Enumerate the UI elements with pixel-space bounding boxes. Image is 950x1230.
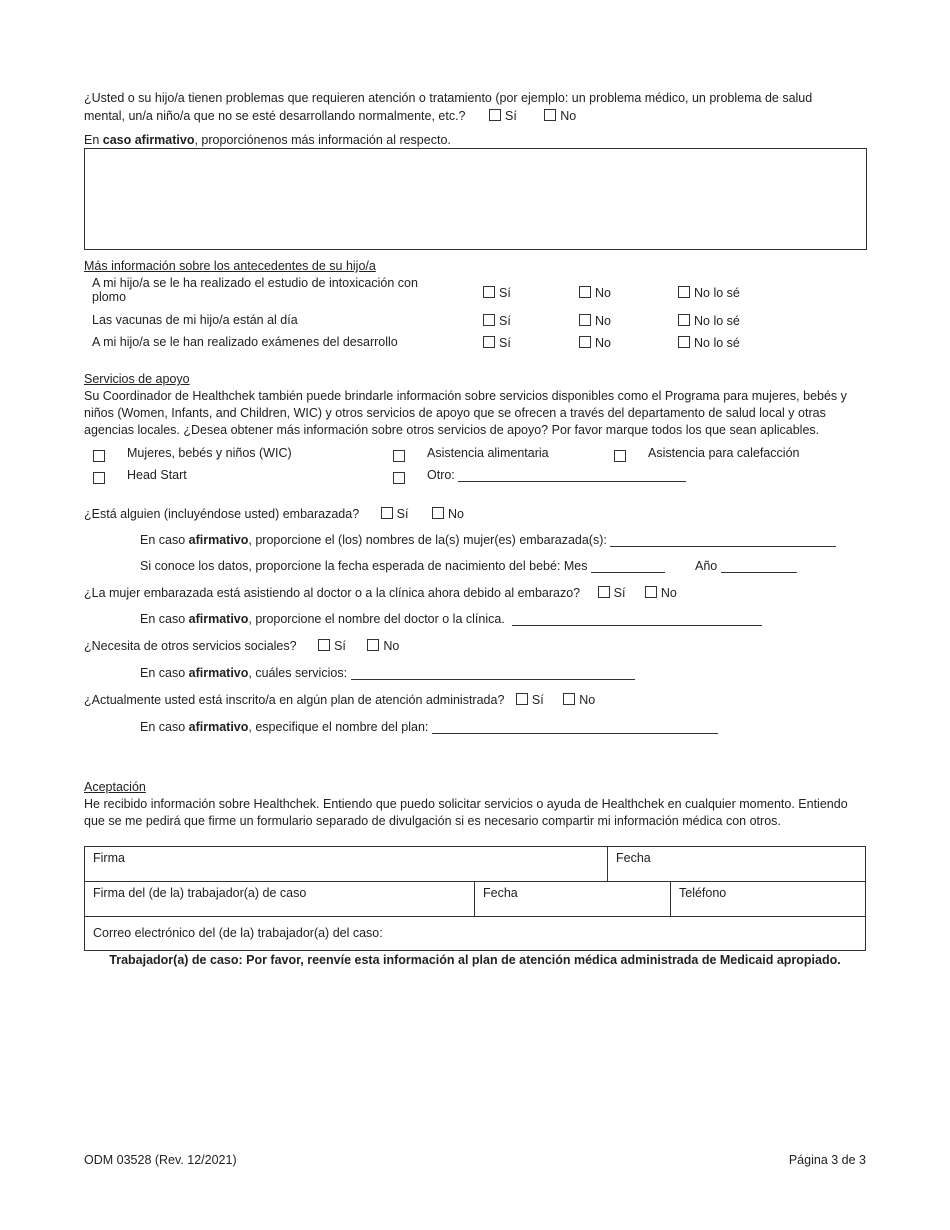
checkbox-icon[interactable] <box>516 693 528 705</box>
date1-label: Fecha <box>616 851 651 865</box>
social-services-input[interactable] <box>351 667 635 680</box>
history-row-1-unknown[interactable] <box>678 286 740 300</box>
due-year-label: Año <box>695 559 718 573</box>
phone-cell[interactable] <box>670 881 866 917</box>
email-cell[interactable] <box>84 916 866 951</box>
due-month-input[interactable] <box>591 560 665 573</box>
top-followup-prefix: En <box>84 133 103 147</box>
checkbox-icon[interactable] <box>579 336 591 348</box>
social-no[interactable] <box>367 639 399 653</box>
social-question-text: ¿Necesita de otros servicios sociales? <box>84 639 297 653</box>
history-row-1-line1: A mi hijo/a se le ha realizado el estudio de intoxicación con <box>92 276 418 290</box>
checkbox-icon[interactable] <box>318 639 330 651</box>
managed-plan <box>140 720 718 734</box>
food-label: Asistencia alimentaria <box>427 446 549 460</box>
heating-label: Asistencia para calefacción <box>648 446 800 460</box>
other-field <box>427 468 686 482</box>
top-followup-suffix: , proporciónenos más información al respecto. <box>194 133 451 147</box>
headstart-checkbox[interactable] <box>93 472 105 484</box>
due-year-input[interactable] <box>721 560 797 573</box>
checkbox-icon[interactable] <box>645 586 657 598</box>
yes-label: Sí <box>334 639 346 653</box>
support-paragraph-line3: agencias locales. ¿Desea obtener más información sobre otros servicios de apoyo? Por favor marque todos los que sean aplicables. <box>84 423 820 437</box>
support-paragraph-line2: niños (Women, Infants, and Children, WIC) y otros servicios de apoyo que se ofrecen a través del departamento de salud local y otras <box>84 406 826 420</box>
form-id: ODM 03528 (Rev. 12/2021) <box>84 1153 237 1167</box>
doctor-name <box>140 612 762 626</box>
checkbox-icon[interactable] <box>563 693 575 705</box>
top-yes-option[interactable] <box>489 109 517 123</box>
caseworker-signature-cell[interactable] <box>84 881 475 917</box>
page-number: Página 3 de 3 <box>788 1153 866 1167</box>
other-checkbox[interactable] <box>393 472 405 484</box>
managed-question <box>84 693 595 707</box>
checkbox-icon[interactable] <box>579 314 591 326</box>
caseworker-note: Trabajador(a) de caso: Por favor, reenvíe esta información al plan de atención médica administrada de Medicaid apropiado. <box>109 953 841 967</box>
top-no-option[interactable] <box>544 109 576 123</box>
signature-cell[interactable] <box>84 846 608 882</box>
heating-checkbox[interactable] <box>614 450 626 462</box>
support-paragraph-line1: Su Coordinador de Healthchek también puede brindarle información sobre servicios disponibles como el Programa para mujeres, bebés y <box>84 389 847 403</box>
due-date-text: Si conoce los datos, proporcione la fecha esperada de nacimiento del bebé: Mes <box>140 559 588 573</box>
names-prefix: En caso <box>140 533 189 547</box>
top-followup <box>84 133 451 147</box>
history-row-1-line2: plomo <box>92 290 127 304</box>
no-label: No <box>383 639 400 653</box>
managed-bold: afirmativo <box>188 720 249 734</box>
yes-label: Sí <box>531 693 544 707</box>
history-row-3-yes[interactable] <box>483 336 511 350</box>
caseworker-signature-label: Firma del (de la) trabajador(a) de caso <box>93 886 307 900</box>
names-bold: afirmativo <box>188 533 249 547</box>
checkbox-icon[interactable] <box>381 507 393 519</box>
history-row-3-label: A mi hijo/a se le han realizado exámenes del desarrollo <box>92 335 398 349</box>
top-question-line2 <box>84 109 576 123</box>
doctor-suffix: , proporcione el nombre del doctor o la clínica. <box>248 612 505 626</box>
social-prefix: En caso <box>140 666 189 680</box>
details-textbox[interactable] <box>84 148 867 250</box>
due-date <box>140 559 797 573</box>
doctor-yes[interactable] <box>598 586 626 600</box>
checkbox-icon[interactable] <box>432 507 444 519</box>
yes-label: Sí <box>499 314 511 328</box>
managed-prefix: En caso <box>140 720 189 734</box>
checkbox-icon[interactable] <box>678 286 690 298</box>
pregnancy-names-input[interactable] <box>610 534 836 547</box>
history-row-2-yes[interactable] <box>483 314 511 328</box>
food-checkbox[interactable] <box>393 450 405 462</box>
acceptance-line1: He recibido información sobre Healthchek. Entiendo que puedo solicitar servicios o ayuda de Healthchek en cualquier momento. Entiendo <box>84 797 848 811</box>
acceptance-heading: Aceptación <box>84 780 146 794</box>
unknown-label: No lo sé <box>694 336 740 350</box>
no-label: No <box>447 507 464 521</box>
top-question-line1: ¿Usted o su hijo/a tienen problemas que requieren atención o tratamiento (por ejemplo: un problema médico, un problema de salud <box>84 91 813 105</box>
checkbox-icon[interactable] <box>598 586 610 598</box>
checkbox-icon[interactable] <box>678 336 690 348</box>
no-label: No <box>595 336 611 350</box>
managed-no[interactable] <box>563 693 595 707</box>
no-label: No <box>595 286 611 300</box>
pregnancy-names <box>140 533 836 547</box>
checkbox-icon[interactable] <box>483 336 495 348</box>
managed-question-text: ¿Actualmente usted está inscrito/a en algún plan de atención administrada? <box>84 693 505 707</box>
support-heading: Servicios de apoyo <box>84 372 190 386</box>
doctor-question-text: ¿La mujer embarazada está asistiendo al doctor o a la clínica ahora debido al embarazo? <box>84 586 581 600</box>
social-question <box>84 639 399 653</box>
doctor-no[interactable] <box>645 586 677 600</box>
doctor-name-input[interactable] <box>512 613 762 626</box>
no-label: No <box>660 586 677 600</box>
history-row-1-no[interactable] <box>579 286 611 300</box>
doctor-question <box>84 586 677 600</box>
no-label: No <box>595 314 611 328</box>
other-label: Otro: <box>427 468 455 482</box>
unknown-label: No lo sé <box>694 314 740 328</box>
history-row-2-label: Las vacunas de mi hijo/a están al día <box>92 313 298 327</box>
wic-label: Mujeres, bebés y niños (WIC) <box>127 446 292 460</box>
managed-suffix: , especifique el nombre del plan: <box>248 720 429 734</box>
history-row-1-yes[interactable] <box>483 286 511 300</box>
top-followup-bold: caso afirmativo <box>102 133 195 147</box>
acceptance-line2: que se me pedirá que firme un formulario separado de divulgación si es necesario compartir mi información médica con otros. <box>84 814 781 828</box>
date2-cell[interactable] <box>474 881 671 917</box>
history-row-1-label <box>92 276 418 304</box>
yes-label: Sí <box>499 336 511 350</box>
history-row-2-no[interactable] <box>579 314 611 328</box>
pregnancy-no[interactable] <box>432 507 464 521</box>
email-label: Correo electrónico del (de la) trabajador(a) del caso: <box>93 926 383 940</box>
plan-name-input[interactable] <box>432 721 718 734</box>
yes-label: Sí <box>499 286 511 300</box>
doctor-bold: afirmativo <box>188 612 249 626</box>
other-input[interactable] <box>458 469 686 482</box>
pregnancy-question-text: ¿Está alguien (incluyéndose usted) embarazada? <box>84 507 360 521</box>
no-label: No <box>579 693 596 707</box>
yes-label: Sí <box>613 586 626 600</box>
headstart-label: Head Start <box>127 468 187 482</box>
names-suffix: , proporcione el (los) nombres de la(s) mujer(es) embarazada(s): <box>248 533 607 547</box>
checkbox-icon[interactable] <box>544 109 556 121</box>
history-row-3-no[interactable] <box>579 336 611 350</box>
date2-label: Fecha <box>483 886 518 900</box>
history-heading: Más información sobre los antecedentes de su hijo/a <box>84 259 376 273</box>
pregnancy-yes[interactable] <box>381 507 409 521</box>
top-no-label: No <box>560 109 577 123</box>
managed-yes[interactable] <box>516 693 544 707</box>
social-yes[interactable] <box>318 639 346 653</box>
checkbox-icon[interactable] <box>483 314 495 326</box>
social-bold: afirmativo <box>188 666 249 680</box>
doctor-prefix: En caso <box>140 612 189 626</box>
checkbox-icon[interactable] <box>489 109 501 121</box>
wic-checkbox[interactable] <box>93 450 105 462</box>
checkbox-icon[interactable] <box>483 286 495 298</box>
history-row-3-unknown[interactable] <box>678 336 740 350</box>
pregnancy-question <box>84 507 464 521</box>
date1-cell[interactable] <box>607 846 866 882</box>
yes-label: Sí <box>396 507 409 521</box>
unknown-label: No lo sé <box>694 286 740 300</box>
history-row-2-unknown[interactable] <box>678 314 740 328</box>
checkbox-icon[interactable] <box>367 639 379 651</box>
social-which <box>140 666 635 680</box>
top-yes-label: Sí <box>504 109 517 123</box>
phone-label: Teléfono <box>679 886 727 900</box>
social-suffix: , cuáles servicios: <box>248 666 348 680</box>
checkbox-icon[interactable] <box>678 314 690 326</box>
top-question-line2-text: mental, un/a niño/a que no se esté desarrollando normalmente, etc.? <box>84 109 466 123</box>
checkbox-icon[interactable] <box>579 286 591 298</box>
signature-label: Firma <box>93 851 125 865</box>
